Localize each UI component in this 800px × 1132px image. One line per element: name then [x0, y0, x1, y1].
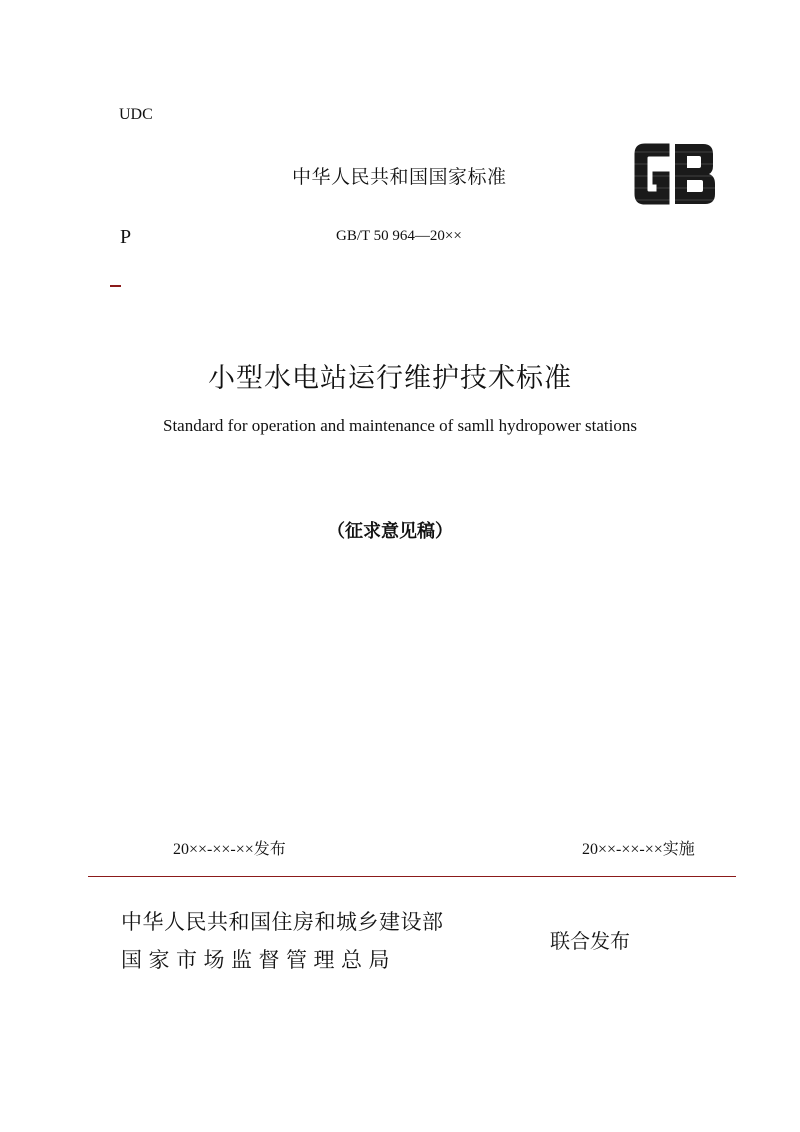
- joint-release-label: 联合发布: [550, 929, 630, 953]
- document-title-chinese: 小型水电站运行维护技术标准: [208, 363, 572, 394]
- p-code: P: [120, 226, 132, 248]
- document-title-english: Standard for operation and maintenance of samll hydropower stations: [163, 416, 637, 435]
- gb-logo: [629, 138, 719, 210]
- release-date: 20××-××-××发布: [173, 841, 286, 858]
- red-dash-mark: [110, 285, 121, 287]
- draft-status-label: （征求意见稿）: [327, 521, 453, 542]
- issuer-administration: 国家市场监督管理总局: [121, 948, 396, 972]
- standard-category: 中华人民共和国国家标准: [292, 166, 507, 188]
- udc-label: UDC: [119, 106, 153, 123]
- implementation-date: 20××-××-××实施: [582, 841, 695, 858]
- footer-divider: [88, 876, 736, 877]
- issuer-ministry: 中华人民共和国住房和城乡建设部: [121, 910, 444, 934]
- standard-number: GB/T 50 964—20××: [336, 228, 462, 244]
